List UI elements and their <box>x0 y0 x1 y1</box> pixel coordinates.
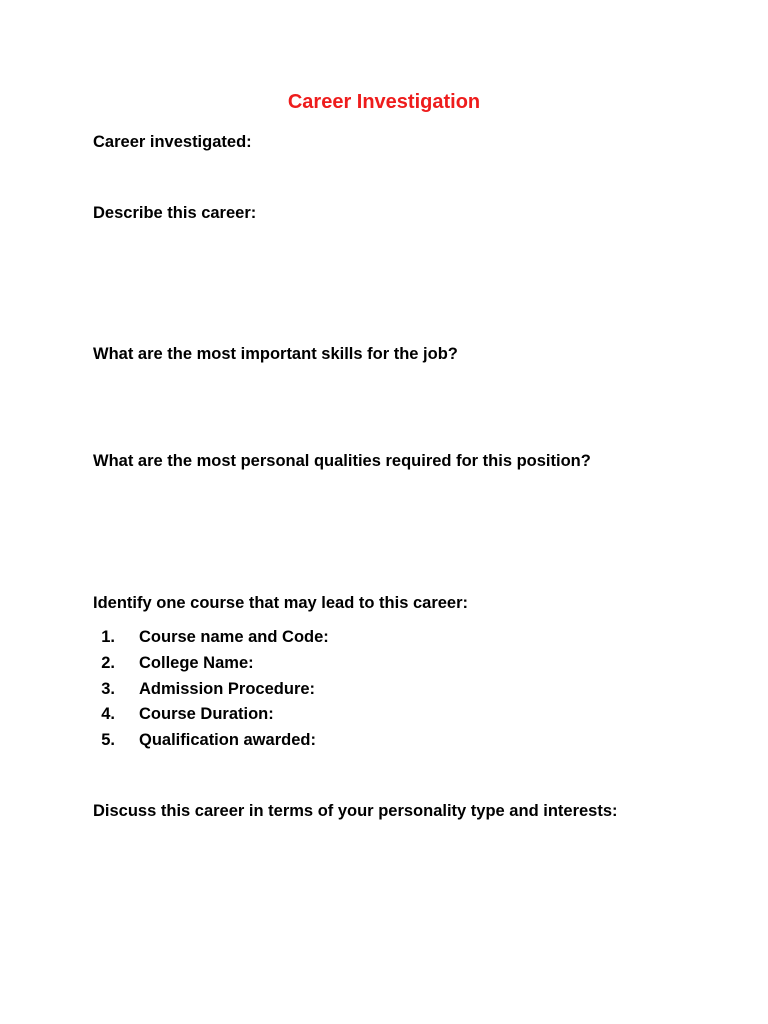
list-item-label: Course name and Code: <box>139 628 329 646</box>
list-item <box>93 703 274 729</box>
list-item-label: Course Duration: <box>139 705 274 724</box>
list-item <box>93 626 329 652</box>
list-item-number: 4. <box>101 705 115 724</box>
question-identify-course: Identify one course that may lead to this career: <box>93 594 469 612</box>
list-item <box>93 652 254 678</box>
list-item-label: Admission Procedure: <box>139 679 316 698</box>
list-item-label: College Name: <box>139 653 254 672</box>
list-item-number: 3. <box>101 679 115 698</box>
question-career-investigated: Career investigated: <box>93 133 252 151</box>
question-describe-career: Describe this career: <box>93 204 257 222</box>
question-discuss-career: Discuss this career in terms of your personality type and interests: <box>93 802 618 820</box>
list-item-number: 2. <box>101 653 115 672</box>
question-personal-qualities: What are the most personal qualities required for this position? <box>93 452 591 470</box>
list-item <box>93 729 316 755</box>
list-item-number: 1. <box>101 628 115 646</box>
list-item-number: 5. <box>101 731 115 750</box>
list-item-label: Qualification awarded: <box>139 731 316 750</box>
list-item <box>93 678 316 704</box>
course-details-list <box>93 626 329 755</box>
question-important-skills: What are the most important skills for the job? <box>93 345 458 363</box>
page-title: Career Investigation <box>287 91 481 113</box>
